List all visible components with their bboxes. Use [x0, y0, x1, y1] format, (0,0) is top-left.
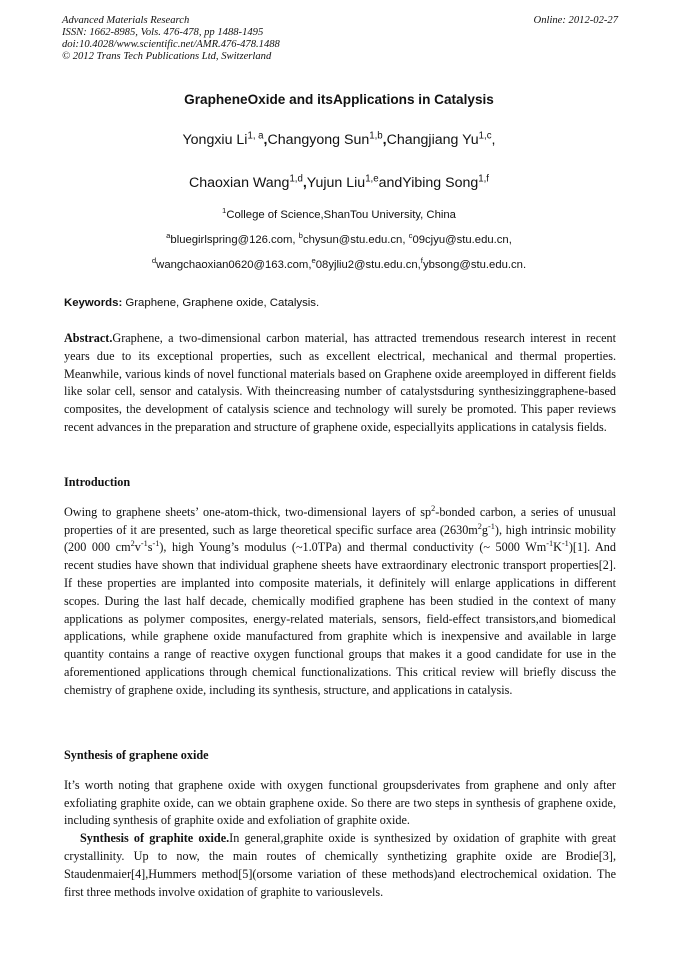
author-line-1: [0, 132, 678, 148]
text-sup: -1: [546, 539, 554, 549]
copyright-line: © 2012 Trans Tech Publications Ltd, Switzerland: [62, 51, 272, 62]
text-run: )[1]. And recent studies have shown that individual graphene sheets have extraordinary electronic transport properties[2]. If these properties are implanted into composite materials, it definitely will enlarge applications in different scopes. During the last half decade, chemically modified graphene has been studied in the context of many applications as polymer composites, energy-related materials, sensors, field-effect transistors,and biomedical applications, while graphene oxide manufactured from graphite which is inexpensive and available in large quantity contains a range of reactive oxygen functional groups that makes it a good candidate for use in the aforementioned applications through chemical functionalizations. This critical review will briefly discuss the chemistry of graphene oxide, including its synthesis, structure, and applications in catalysis.: [64, 540, 616, 697]
journal-header: [62, 15, 618, 63]
email-f[interactable]: ybsong@stu.edu.cn.: [422, 259, 527, 271]
author-sup: 1, a: [247, 130, 264, 142]
text-run: ), high Young’s modulus (~1.0TPa) and thermal conductivity (~ 5000 Wm: [159, 540, 547, 555]
author-sup: 1,d: [289, 173, 303, 185]
email-b[interactable]: chysun@stu.edu.cn,: [302, 234, 409, 246]
text-sup: 2: [431, 503, 436, 513]
text-sup: -1: [140, 539, 148, 549]
email-a[interactable]: bluegirlspring@126.com,: [170, 234, 299, 246]
synthesis-section: [64, 747, 616, 901]
author-separator: ,: [263, 132, 268, 148]
author-name: Changjiang Yu: [386, 132, 479, 148]
author-name: Changyong Sun: [267, 132, 370, 148]
synthesis-paragraph-1: It’s worth noting that graphene oxide with oxygen functional groupsderivates from graphene and only after exfoliating graphite oxide, can we obtain graphene oxide. So there are two steps in synthesis of graphene oxide, including synthesis of graphite oxide and exfoliation of graphite oxide.: [64, 777, 616, 828]
synthesis-paragraph-2-text: In general,graphite oxide is synthesized by oxidation of graphite with great crystallinity. Up to now, the main routes of chemically synthetizing graphite oxide are Brodie[3], Staudenmaier[4],Hummers method[5](orsome variation of these methods)and electrochemical oxidation. The first three methods involve oxidation of graphite to variouslevels.: [64, 831, 616, 899]
author-name: Yongxiu Li: [182, 132, 248, 148]
abstract-text: Graphene, a two-dimensional carbon material, has attracted tremendous research interest in recent years due to its exceptional properties, such as excellent electrical, mechanical and thermal properties. Meanwhile, various kinds of novel functional materials based on Graphene oxide areemployed in different fields like solar cell, sensor and catalysis. With theincreasing number of catalystsduring synthesizinggraphene-based composites, the development of catalysis science and technology will surely be promoted. This paper reviews recent advances in the preparation and structure of graphene oxide, especiallyits applications in catalysis fields.: [64, 331, 616, 434]
paper-title: GrapheneOxide and itsApplications in Catalysis: [184, 92, 494, 107]
synthesis-heading: Synthesis of graphene oxide: [64, 748, 209, 762]
keywords: [64, 297, 616, 309]
text-sup: -1: [152, 539, 160, 549]
abstract: [64, 330, 616, 437]
keywords-text: Graphene, Graphene oxide, Catalysis.: [122, 297, 320, 309]
email-line-2: [0, 256, 678, 271]
email-e[interactable]: 08yjliu2@stu.edu.cn,: [315, 259, 421, 271]
text-sup: -1: [488, 521, 495, 531]
online-date: Online: 2012-02-27: [533, 15, 618, 26]
text-sup: 2: [477, 521, 482, 531]
introduction-paragraph: [64, 504, 616, 700]
text-sup: 2: [130, 539, 135, 549]
affiliation-sup: 1: [222, 206, 227, 216]
author-sup: 1,c: [478, 130, 492, 142]
affiliation-text: College of Science,ShanTou University, China: [226, 209, 456, 221]
text-run: ), high intrinsic mobility (200 000 cm: [64, 522, 616, 555]
text-run: K: [553, 540, 562, 555]
author-sup: 1,e: [365, 173, 379, 185]
email-sup: a: [166, 231, 171, 241]
author-separator: ,: [302, 175, 307, 191]
author-name: Chaoxian Wang: [189, 175, 290, 191]
email-c[interactable]: 09cjyu@stu.edu.cn,: [412, 234, 512, 246]
text-run: s: [147, 540, 153, 555]
text-run: g: [481, 522, 489, 537]
email-line-1: [0, 231, 678, 246]
doi-line[interactable]: doi:10.4028/www.scientific.net/AMR.476-478.1488: [62, 39, 280, 50]
author-and: and: [378, 175, 403, 191]
author-sup: 1,b: [369, 130, 383, 142]
author-line-2: [0, 175, 678, 191]
issn-line: ISSN: 1662-8985, Vols. 476-478, pp 1488-1495: [62, 27, 264, 38]
text-sup: -1: [561, 539, 569, 549]
email-sup: c: [408, 231, 413, 241]
keywords-label: Keywords:: [64, 297, 123, 309]
email-sup: d: [151, 256, 157, 266]
email-d[interactable]: wangchaoxian0620@163.com,: [156, 259, 312, 271]
journal-name: Advanced Materials Research: [62, 15, 190, 26]
author-separator: ,: [382, 132, 387, 148]
affiliation: [0, 206, 678, 221]
author-name: Yujun Liu: [306, 175, 366, 191]
author-separator: ,: [491, 132, 496, 148]
author-name: Yibing Song: [402, 175, 479, 191]
introduction-section: [64, 474, 616, 700]
graphite-oxide-label: Synthesis of graphite oxide.: [80, 831, 230, 846]
text-run: -bonded carbon, a series of unusual properties of it are presented, such as large theoretical specific surface area (2630m: [64, 504, 616, 537]
author-sup: 1,f: [478, 173, 489, 185]
introduction-heading: Introduction: [64, 475, 131, 489]
abstract-label: Abstract.: [64, 331, 113, 345]
synthesis-paragraph-2: [64, 830, 616, 901]
email-sup: e: [311, 256, 316, 266]
email-sup: f: [420, 256, 423, 266]
email-sup: b: [298, 231, 303, 241]
text-run: v: [134, 540, 141, 555]
text-run: Owing to graphene sheets’ one-atom-thick, two-dimensional layers of sp: [64, 504, 432, 519]
